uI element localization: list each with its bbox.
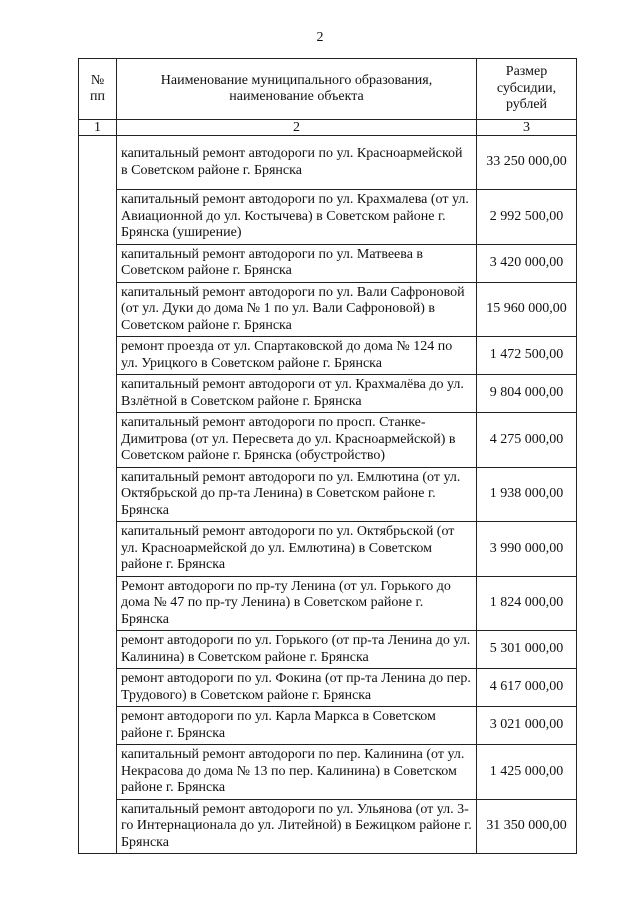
subsidy-amount: 5 301 000,00 [477, 631, 577, 669]
object-name: капитальный ремонт автодороги по ул. Емлютина (от ул. Октябрьской до пр-та Ленина) в Советском районе г. Брянска [117, 467, 477, 522]
subsidy-amount: 15 960 000,00 [477, 282, 577, 337]
table-row [79, 375, 577, 413]
subsidy-amount: 1 472 500,00 [477, 337, 577, 375]
subsidy-amount: 31 350 000,00 [477, 799, 577, 854]
subsidy-amount: 3 420 000,00 [477, 244, 577, 282]
object-name: капитальный ремонт автодороги по просп. Станке-Димитрова (от ул. Пересвета до ул. Красноармейской) в Советском районе г. Брянска (обустройство) [117, 413, 477, 468]
table-row [79, 337, 577, 375]
object-name: Ремонт автодороги по пр-ту Ленина (от ул. Горького до дома № 47 по пр-ту Ленина) в Советском районе г. Брянска [117, 576, 477, 631]
object-name: ремонт автодороги по ул. Фокина (от пр-та Ленина до пер. Трудового) в Советском районе г. Брянска [117, 669, 477, 707]
table-header-row [79, 59, 577, 120]
table-row [79, 707, 577, 745]
header-name: Наименование муниципального образования, наименование объекта [117, 59, 477, 120]
object-name: капитальный ремонт автодороги от ул. Крахмалёва до ул. Взлётной в Советском районе г. Брянска [117, 375, 477, 413]
object-name: капитальный ремонт автодороги по ул. Вали Сафроновой (от ул. Дуки до дома № 1 по ул. Вали Сафроновой) в Советском районе г. Брянска [117, 282, 477, 337]
object-name: капитальный ремонт автодороги по ул. Матвеева в Советском районе г. Брянска [117, 244, 477, 282]
subsidy-amount: 1 425 000,00 [477, 745, 577, 800]
subsidy-amount: 1 938 000,00 [477, 467, 577, 522]
table-row [79, 745, 577, 800]
subsidy-amount: 1 824 000,00 [477, 576, 577, 631]
table-row [79, 522, 577, 577]
header-amount: Размер субсидии, рублей [477, 59, 577, 120]
subsidy-amount: 3 990 000,00 [477, 522, 577, 577]
column-number: 1 [79, 120, 117, 136]
subsidy-amount: 4 275 000,00 [477, 413, 577, 468]
subsidy-amount: 3 021 000,00 [477, 707, 577, 745]
subsidy-amount: 2 992 500,00 [477, 190, 577, 245]
page-number: 2 [316, 30, 324, 45]
table-row [79, 799, 577, 854]
object-name: капитальный ремонт автодороги по пер. Калинина (от ул. Некрасова до дома № 13 по пер. Калинина) в Советском районе г. Брянска [117, 745, 477, 800]
row-number-cell [79, 136, 117, 854]
object-name: капитальный ремонт автодороги по ул. Октябрьской (от ул. Красноармейской до ул. Емлютина) в Советском районе г. Брянска [117, 522, 477, 577]
column-number: 3 [477, 120, 577, 136]
table-row [79, 631, 577, 669]
subsidy-amount: 33 250 000,00 [477, 136, 577, 190]
header-num: № пп [79, 59, 117, 120]
table-row [79, 669, 577, 707]
object-name: ремонт автодороги по ул. Карла Маркса в Советском районе г. Брянска [117, 707, 477, 745]
subsidy-table [78, 58, 577, 854]
object-name: ремонт автодороги по ул. Горького (от пр-та Ленина до ул. Калинина) в Советском районе г. Брянска [117, 631, 477, 669]
table-row [79, 282, 577, 337]
table-row [79, 190, 577, 245]
object-name: капитальный ремонт автодороги по ул. Ульянова (от ул. 3-го Интернационала до ул. Литейной) в Бежицком районе г. Брянска [117, 799, 477, 854]
object-name: ремонт проезда от ул. Спартаковской до дома № 124 по ул. Урицкого в Советском районе г. Брянска [117, 337, 477, 375]
table-row [79, 244, 577, 282]
column-number: 2 [117, 120, 477, 136]
table-row [79, 467, 577, 522]
table-row [79, 136, 577, 190]
table-row [79, 413, 577, 468]
subsidy-amount: 9 804 000,00 [477, 375, 577, 413]
object-name: капитальный ремонт автодороги по ул. Крахмалева (от ул. Авиационной до ул. Костычева) в Советском районе г. Брянска (уширение) [117, 190, 477, 245]
subsidy-amount: 4 617 000,00 [477, 669, 577, 707]
object-name: капитальный ремонт автодороги по ул. Красноармейской в Советском районе г. Брянска [117, 136, 477, 190]
table-row [79, 576, 577, 631]
column-number-row [79, 120, 577, 136]
